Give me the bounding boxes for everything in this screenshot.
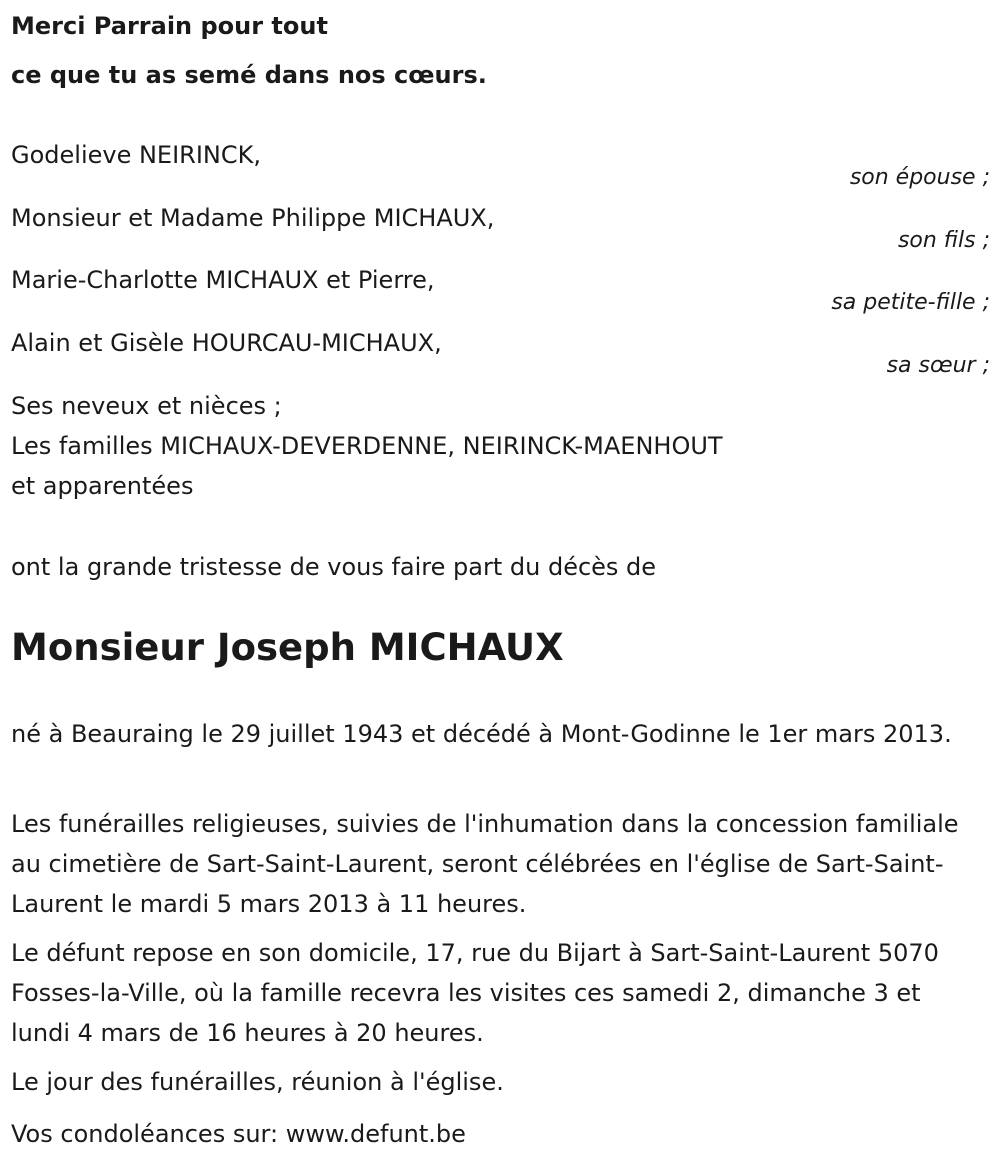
mourner-name-3: Marie-Charlotte MICHAUX et Pierre,	[11, 266, 435, 294]
condolences-paragraph: Vos condoléances sur: www.defunt.be	[11, 1120, 466, 1148]
birth-death-paragraph: né à Beauraing le 29 juillet 1943 et décédé à Mont-Godinne le 1er mars 2013.	[11, 720, 952, 748]
epigraph-line-1: Merci Parrain pour tout	[11, 12, 328, 40]
funeral-paragraph: Les funérailles religieuses, suivies de l'inhumation dans la concession familiale au cimetière de Sart-Saint-Laurent, seront célébrées en l'église de Sart-Saint-Laurent le mardi 5 mars 2013 à 11 heures.	[11, 810, 959, 918]
extended-family-line-1: Ses neveux et nièces ;	[11, 392, 282, 420]
extended-family	[11, 386, 981, 506]
mourner-relation-2: son fils ;	[897, 228, 990, 253]
meeting-paragraph: Le jour des funérailles, réunion à l'église.	[11, 1068, 504, 1096]
extended-family-line-3: et apparentées	[11, 472, 194, 500]
mourner-relation-1: son épouse ;	[849, 165, 990, 190]
mourner-relation-3: sa petite-fille ;	[831, 290, 990, 315]
deceased-name: Monsieur Joseph MICHAUX	[11, 626, 564, 669]
mourner-name-2: Monsieur et Madame Philippe MICHAUX,	[11, 204, 495, 232]
announcement-text: ont la grande tristesse de vous faire part du décès de	[11, 553, 657, 581]
mourner-relation-4: sa sœur ;	[886, 353, 990, 378]
mourner-name-1: Godelieve NEIRINCK,	[11, 141, 262, 169]
extended-family-line-2: Les familles MICHAUX-DEVERDENNE, NEIRINCK-MAENHOUT	[11, 432, 723, 460]
announcement	[11, 547, 981, 587]
epigraph-line-2: ce que tu as semé dans nos cœurs.	[11, 61, 487, 89]
rest-paragraph: Le défunt repose en son domicile, 17, rue du Bijart à Sart-Saint-Laurent 5070 Fosses-la-Ville, où la famille recevra les visites ces samedi 2, dimanche 3 et lundi 4 mars de 16 heures à 20 heures.	[11, 939, 939, 1047]
mourner-name-4: Alain et Gisèle HOURCAU-MICHAUX,	[11, 329, 442, 357]
